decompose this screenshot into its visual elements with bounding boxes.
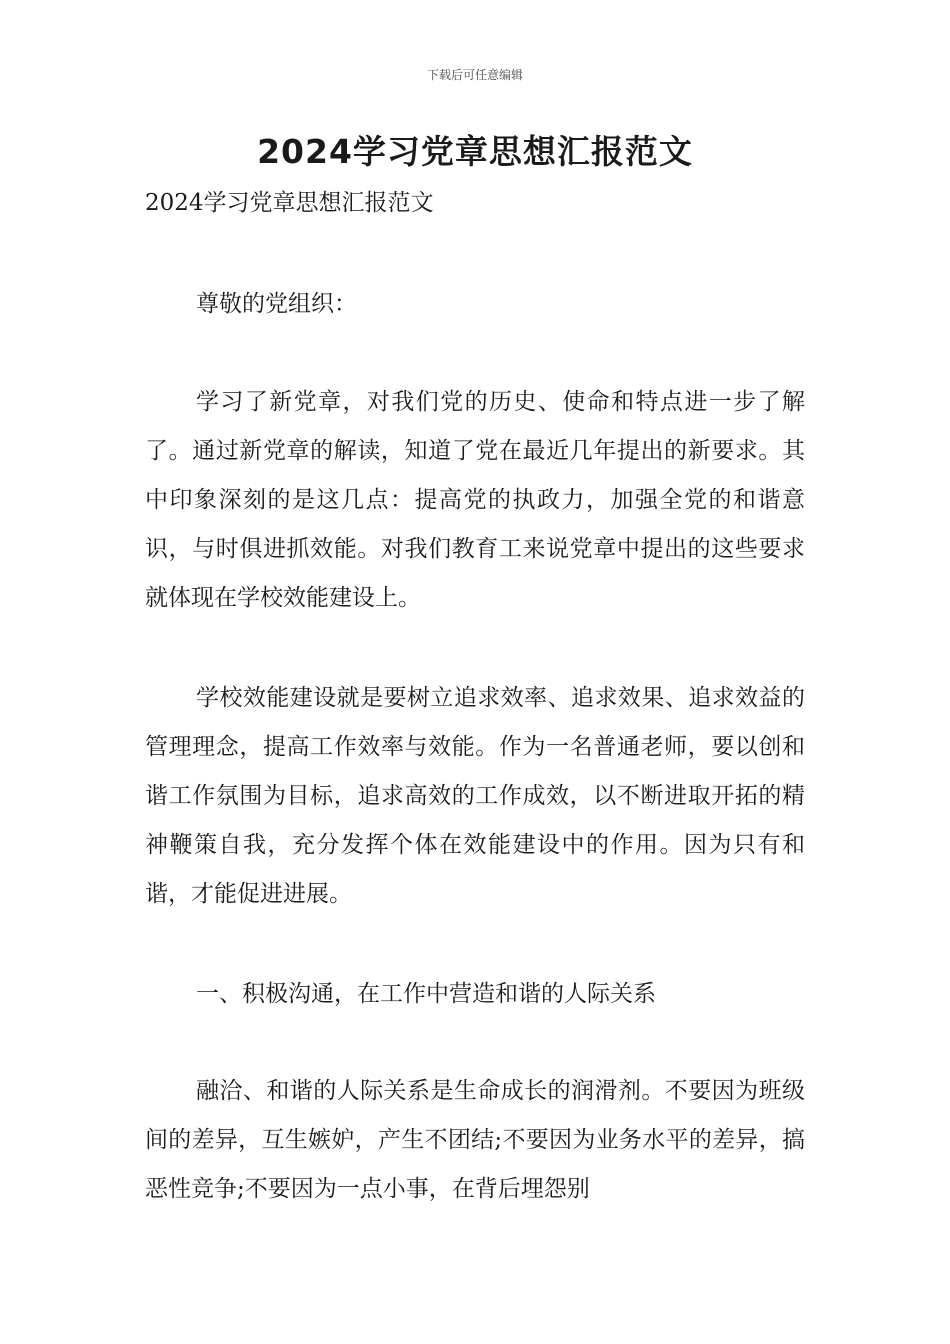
document-subtitle: 2024学习党章思想汇报范文 xyxy=(145,190,434,216)
paragraph-2 xyxy=(145,674,805,919)
paragraph-1-text: 学习了新党章，对我们党的历史、使命和特点进一步了解了。通过新党章的解读，知道了党在最近几年提出的新要求。其中印象深刻的是这几点：提高党的执政力，加强全党的和谐意识，与时俱进抓效能。对我们教育工来说党章中提出的这些要求就体现在学校效能建设上。 xyxy=(145,389,805,611)
salutation: 尊敬的党组织： xyxy=(196,291,357,317)
header-note: 下载后可任意编辑 xyxy=(426,68,523,82)
paragraph-2-text: 学校效能建设就是要树立追求效率、追求效果、追求效益的管理理念，提高工作效率与效能。作为一名普通老师，要以创和谐工作氛围为目标，追求高效的工作成效，以不断进取开拓的精神鞭策自我，充分发挥个体在效能建设中的作用。因为只有和谐，才能促进进展。 xyxy=(145,685,805,907)
document-title: 2024学习党章思想汇报范文 xyxy=(257,132,693,171)
paragraph-1 xyxy=(145,378,805,623)
paragraph-3-text: 融洽、和谐的人际关系是生命成长的润滑剂。不要因为班级间的差异，互生嫉妒，产生不团结;不要因为业务水平的差异，搞恶性竞争;不要因为一点小事，在背后埋怨别 xyxy=(145,1078,805,1202)
section-heading: 一、积极沟通，在工作中营造和谐的人际关系 xyxy=(196,981,656,1007)
paragraph-3 xyxy=(145,1067,805,1214)
